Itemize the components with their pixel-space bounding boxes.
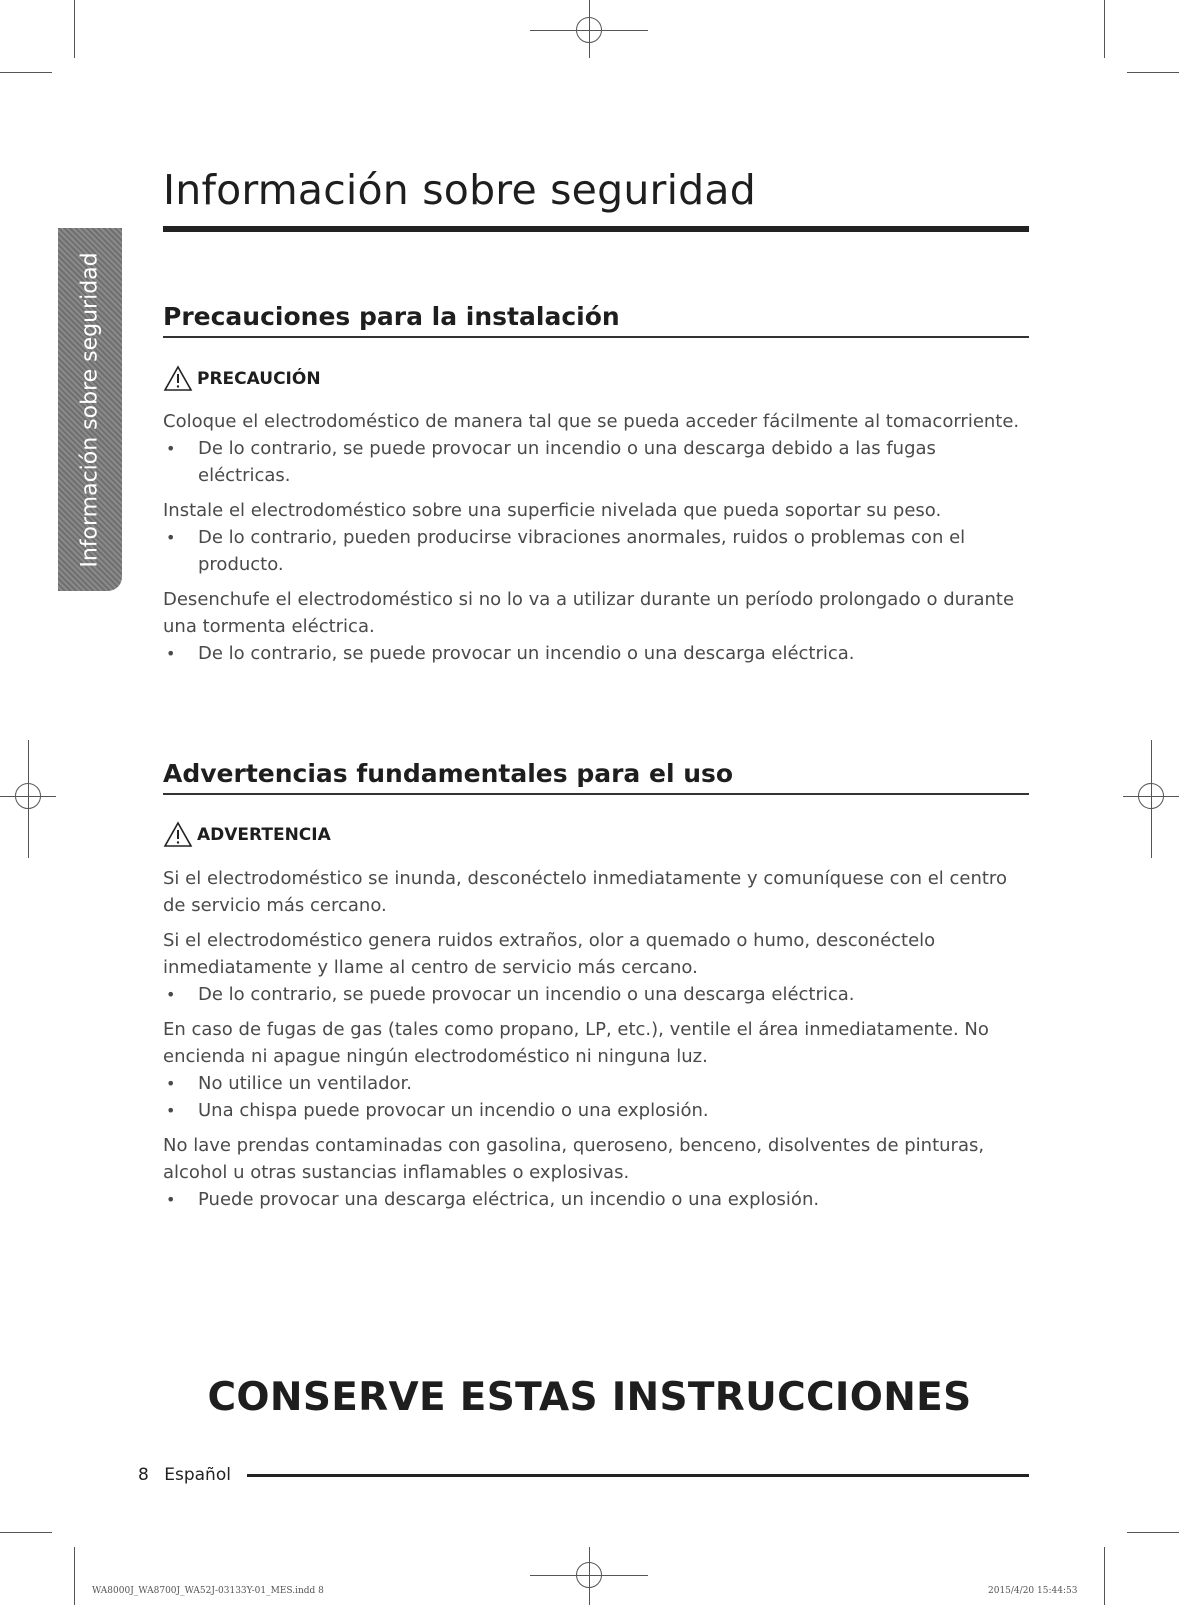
section-heading-installation: Precauciones para la instalación bbox=[163, 302, 620, 331]
paragraph: Si el electrodoméstico se inunda, desconéctelo inmediatamente y comuníquese con el centro de servicio más cercano. bbox=[163, 868, 1007, 916]
bullet-text: De lo contrario, pueden producirse vibraciones anormales, ruidos o problemas con el producto. bbox=[198, 527, 966, 575]
bullet-icon: • bbox=[166, 1190, 176, 1209]
crop-mark bbox=[1104, 0, 1105, 58]
paragraph: Si el electrodoméstico genera ruidos extraños, olor a quemado o humo, desconéctelo inmediatamente y llame al centro de servicio más cercano. bbox=[163, 930, 936, 978]
bullet-text: Una chispa puede provocar un incendio o una explosión. bbox=[198, 1100, 709, 1121]
bullet-text: Puede provocar una descarga eléctrica, un incendio o una explosión. bbox=[198, 1189, 820, 1210]
section-rule bbox=[163, 793, 1029, 795]
bullet-text: De lo contrario, se puede provocar un incendio o una descarga eléctrica. bbox=[198, 984, 855, 1005]
bullet-icon: • bbox=[166, 439, 176, 458]
crop-mark bbox=[1127, 72, 1179, 73]
crop-mark bbox=[0, 1532, 52, 1533]
crop-mark bbox=[0, 72, 52, 73]
registration-mark bbox=[1138, 783, 1164, 809]
page-footer bbox=[138, 1465, 231, 1485]
caution-label: PRECAUCIÓN bbox=[197, 368, 321, 389]
caution-alert bbox=[163, 365, 321, 392]
crop-mark bbox=[1127, 1532, 1179, 1533]
paragraph: No lave prendas contaminadas con gasolina, queroseno, benceno, disolventes de pinturas, alcohol u otras sustancias inflamables o explosivas. bbox=[163, 1135, 985, 1183]
registration-mark bbox=[15, 783, 41, 809]
bullet-item bbox=[163, 981, 1029, 1008]
bullet-text: De lo contrario, se puede provocar un incendio o una descarga eléctrica. bbox=[198, 643, 855, 664]
paragraph: Desenchufe el electrodoméstico si no lo va a utilizar durante un período prolongado o durante una tormenta eléctrica. bbox=[163, 589, 1015, 637]
bullet-icon: • bbox=[166, 985, 176, 1004]
bullet-item bbox=[163, 640, 1029, 667]
usage-warnings bbox=[163, 865, 1029, 1213]
registration-mark bbox=[576, 17, 602, 43]
bullet-text: De lo contrario, se puede provocar un incendio o una descarga debido a las fugas eléctricas. bbox=[198, 438, 936, 486]
section-rule bbox=[163, 336, 1029, 338]
crop-mark bbox=[1104, 1547, 1105, 1605]
footer-rule bbox=[247, 1474, 1029, 1477]
bullet-item bbox=[163, 524, 1029, 578]
bullet-item bbox=[163, 1070, 1029, 1097]
registration-mark bbox=[576, 1562, 602, 1588]
page-number: 8 bbox=[138, 1465, 149, 1485]
bullet-icon: • bbox=[166, 1074, 176, 1093]
page-title: Información sobre seguridad bbox=[163, 166, 756, 214]
side-tab-label: Información sobre seguridad bbox=[77, 251, 103, 568]
bullet-icon: • bbox=[166, 528, 176, 547]
crop-mark bbox=[74, 1547, 75, 1605]
side-tab bbox=[58, 228, 122, 591]
bullet-icon: • bbox=[166, 644, 176, 663]
warning-triangle-icon bbox=[163, 365, 193, 392]
installation-precautions bbox=[163, 408, 1029, 667]
paragraph: Coloque el electrodoméstico de manera tal que se pueda acceder fácilmente al tomacorriente. bbox=[163, 411, 1020, 432]
bullet-text: No utilice un ventilador. bbox=[198, 1073, 413, 1094]
bullet-item bbox=[163, 435, 1029, 489]
bullet-item bbox=[163, 1186, 1029, 1213]
print-slug-file: WA8000J_WA8700J_WA52J-03133Y-01_MES.indd 8 bbox=[92, 1586, 324, 1596]
warning-alert bbox=[163, 821, 331, 848]
warning-triangle-icon bbox=[163, 821, 193, 848]
paragraph: En caso de fugas de gas (tales como propano, LP, etc.), ventile el área inmediatamente. No encienda ni apague ningún electrodoméstico ni ninguna luz. bbox=[163, 1019, 989, 1067]
warning-label: ADVERTENCIA bbox=[197, 824, 331, 845]
crop-mark bbox=[74, 0, 75, 58]
section-heading-usage-warnings: Advertencias fundamentales para el uso bbox=[163, 759, 734, 788]
footer-language: Español bbox=[164, 1465, 231, 1485]
print-slug-timestamp: 2015/4/20 15:44:53 bbox=[988, 1586, 1078, 1596]
bullet-icon: • bbox=[166, 1101, 176, 1120]
title-rule bbox=[163, 226, 1029, 232]
paragraph: Instale el electrodoméstico sobre una superficie nivelada que pueda soportar su peso. bbox=[163, 500, 942, 521]
closing-banner: CONSERVE ESTAS INSTRUCCIONES bbox=[207, 1375, 972, 1420]
bullet-item bbox=[163, 1097, 1029, 1124]
